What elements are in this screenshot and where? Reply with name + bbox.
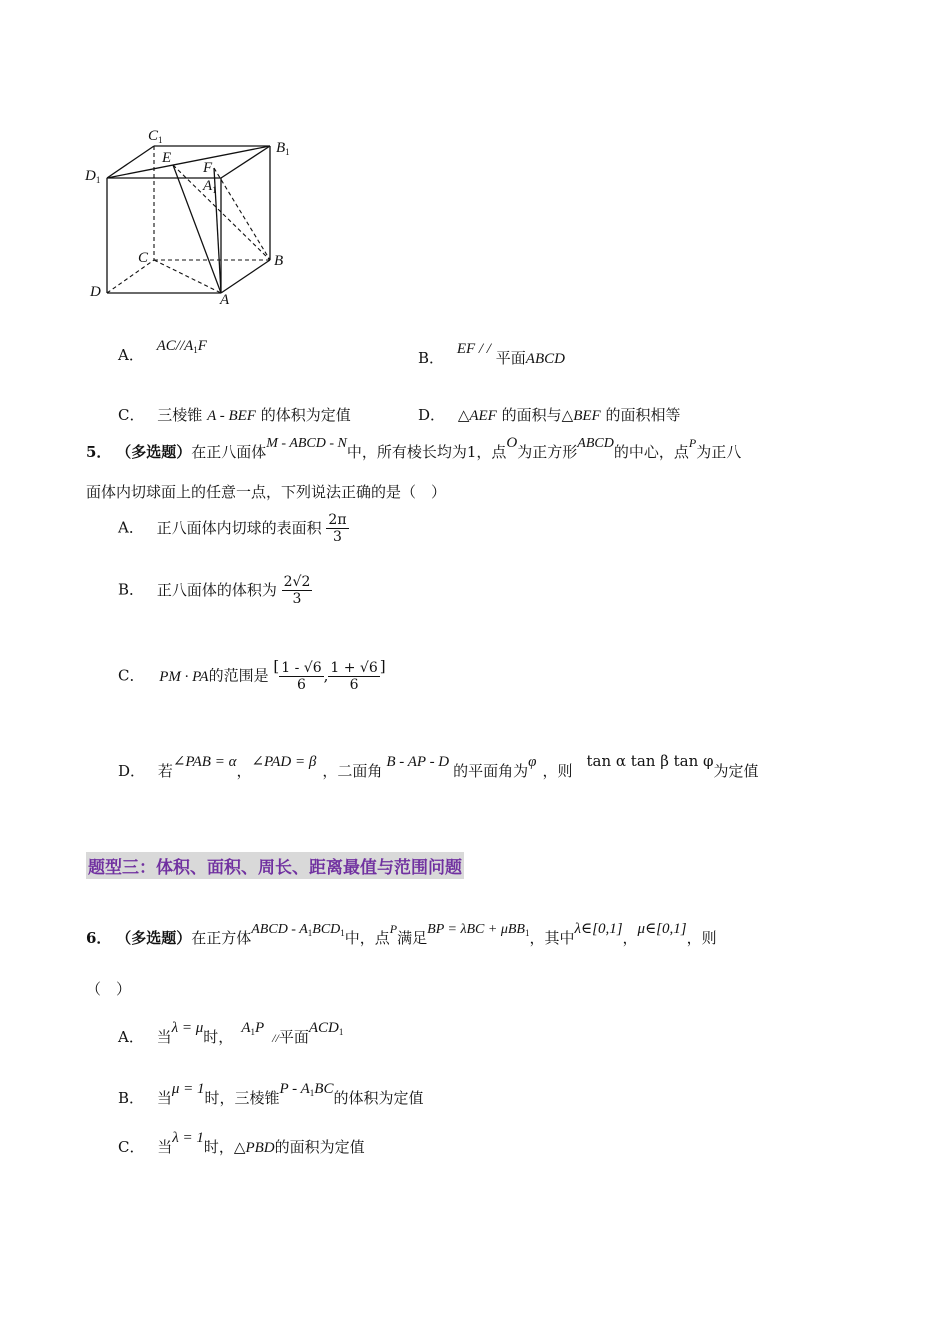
option-math: λ = 1	[172, 1130, 204, 1146]
label-B: B	[274, 253, 284, 269]
option-math: EF / /	[456, 341, 491, 357]
q5-option-a	[118, 512, 349, 545]
option-math: BEF	[573, 408, 601, 424]
option-label: C．	[118, 406, 145, 424]
option-math-tail: ABCD	[525, 351, 565, 367]
cube-figure	[80, 120, 310, 315]
fraction-denominator: 3	[292, 591, 302, 608]
subscript: 1	[193, 345, 198, 355]
q6-answer-paren: （ ）	[86, 980, 132, 998]
option-math: λ = μ	[171, 1020, 204, 1036]
subscript: 1	[307, 928, 313, 938]
option-math: AC//A	[156, 338, 194, 354]
label-D1: $D_1$	[85, 168, 101, 185]
label-A: A	[220, 292, 230, 308]
q4-option-c	[118, 404, 351, 425]
option-text: 的面积与	[501, 406, 562, 424]
q6-stem-line1	[86, 921, 717, 948]
option-text: 正八面体内切球的表面积	[156, 518, 322, 537]
fraction-denominator: 6	[349, 677, 359, 694]
option-text: 当	[157, 1138, 173, 1156]
stem-math: ABCD	[577, 436, 614, 451]
q6-option-c	[118, 1130, 365, 1157]
triangle-symbol: △	[561, 406, 574, 424]
section-heading: 题型三：体积、面积、周长、距离最值与范围问题	[86, 852, 464, 879]
fraction-denominator: 6	[296, 677, 306, 694]
label-A1: $A_1$	[203, 178, 217, 195]
label-C1: $C_1$	[148, 128, 163, 145]
question-number: 5．	[86, 443, 112, 461]
math-a: A	[241, 1020, 251, 1036]
option-math: φ	[528, 754, 537, 770]
stem-text: 满足	[397, 929, 428, 947]
math-bc: BC	[314, 1081, 334, 1097]
option-math: ∠PAB = α	[172, 754, 237, 770]
option-text: 若	[157, 762, 173, 780]
math-p: P	[254, 1020, 265, 1036]
question-tag: （多选题）	[116, 929, 192, 947]
q5-option-b	[118, 574, 312, 607]
stem-text: 中，所有棱长均为1，点	[346, 443, 507, 461]
q5-option-d	[118, 752, 759, 781]
question-number: 6．	[86, 929, 112, 947]
stem-math: BP = λBC + μBB$_1$	[427, 922, 530, 938]
parallel-symbol: //	[272, 1031, 279, 1045]
fraction-numerator: 2π	[328, 512, 347, 528]
stem-text: ，	[622, 929, 638, 947]
vector-equation: BP = λBC + μBB	[427, 922, 525, 937]
stem-text: 的中心，点	[613, 443, 689, 461]
stem-math: ABCD - $A_1BCD_1$	[251, 922, 345, 938]
option-text: 正八面体的体积为	[156, 580, 277, 599]
option-label: B．	[118, 580, 145, 599]
stem-math: P	[389, 922, 398, 936]
option-text: ，	[236, 762, 252, 780]
option-math: μ = 1	[171, 1081, 205, 1097]
label-E: E	[162, 150, 172, 166]
stem-text: 在正八面体	[191, 443, 267, 461]
fraction-denominator: 3	[333, 529, 342, 546]
option-label: B．	[418, 349, 445, 367]
label-C: C	[138, 250, 149, 266]
option-text: 时，三棱锥	[204, 1089, 280, 1107]
q6-option-b	[118, 1081, 424, 1108]
fraction-numerator: 2√2	[283, 574, 311, 590]
q5-stem-line2	[86, 481, 446, 502]
q5-option-c	[118, 656, 386, 694]
math-pa: P - A	[279, 1081, 310, 1097]
option-text: 当	[156, 1089, 172, 1107]
cube-name: ABCD - A	[251, 922, 308, 937]
option-text: ，二面角	[322, 762, 383, 780]
option-text: 时，	[203, 1028, 234, 1046]
q4-option-b	[418, 341, 565, 368]
stem-math: O	[506, 435, 518, 451]
option-text: 时，△	[203, 1138, 246, 1156]
option-math: tan α tan β tan φ	[586, 752, 714, 770]
stem-math: P	[688, 436, 697, 450]
option-label: A．	[118, 518, 144, 537]
stem-math: M - ABCD - N	[266, 436, 347, 451]
stem-text: ，其中	[529, 929, 575, 947]
option-math: AEF	[469, 408, 497, 424]
label-F: F	[203, 160, 213, 176]
fraction-numerator: 1 - √6	[281, 660, 322, 676]
q4-option-a	[118, 338, 207, 365]
option-math: B - AP - D	[386, 754, 450, 770]
option-label: C．	[118, 666, 145, 685]
question-tag: （多选题）	[116, 443, 192, 461]
stem-text: ，则	[686, 929, 717, 947]
option-math: $A_1P$	[241, 1020, 265, 1037]
option-math: $ACD_1$	[308, 1020, 344, 1037]
option-math: ∠PAD = β	[251, 754, 317, 770]
option-math: PBD	[245, 1140, 275, 1156]
option-label: D．	[118, 762, 146, 780]
stem-text: 中，点	[344, 929, 390, 947]
option-text: 的面积相等	[605, 406, 681, 424]
option-label: B．	[118, 1089, 145, 1107]
option-text: 的范围是	[208, 666, 269, 685]
option-label: C．	[118, 1138, 145, 1156]
option-label: A．	[118, 1028, 144, 1046]
option-text: 的体积为定值	[333, 1089, 424, 1107]
stem-text: 面体内切球面上的任意一点，下列说法正确的是（ ）	[86, 483, 447, 501]
stem-text: 在正方体	[191, 929, 252, 947]
option-text: 平面	[278, 1028, 309, 1046]
label-D: D	[90, 284, 101, 300]
option-text: 为定值	[713, 762, 759, 780]
option-math: P - $A_1BC$	[279, 1081, 334, 1098]
stem-math: μ∈[0,1]	[637, 921, 687, 937]
option-text: ，则	[542, 762, 573, 780]
option-text: 的体积为定值	[260, 406, 351, 424]
option-text: 当	[156, 1028, 172, 1046]
option-label: D．	[418, 406, 446, 424]
option-text: 的平面角为	[453, 762, 529, 780]
cube-name-rest: BCD	[312, 922, 341, 937]
option-math-tail: F	[197, 338, 207, 354]
comma: ,	[323, 666, 329, 685]
label-B1: $B_1$	[276, 140, 290, 157]
fraction-numerator: 1 + √6	[330, 660, 378, 676]
option-math: PM · PA	[159, 668, 209, 685]
q4-option-d	[418, 404, 681, 425]
option-text: 的面积为定值	[274, 1138, 365, 1156]
option-label: A．	[118, 346, 144, 364]
option-text: 平面	[495, 349, 526, 367]
triangle-symbol: △	[457, 406, 470, 424]
option-text: 三棱锥	[157, 406, 203, 424]
bracket: ]	[379, 656, 386, 675]
q5-stem-line1	[86, 435, 742, 462]
bracket: [	[273, 656, 280, 675]
stem-math: λ∈[0,1]	[574, 921, 623, 937]
stem-text: 为正八	[696, 443, 742, 461]
math-acd: ACD	[308, 1020, 339, 1036]
q6-option-a	[118, 1020, 344, 1047]
stem-text: 为正方形	[517, 443, 578, 461]
option-math: A - BEF	[207, 408, 256, 424]
